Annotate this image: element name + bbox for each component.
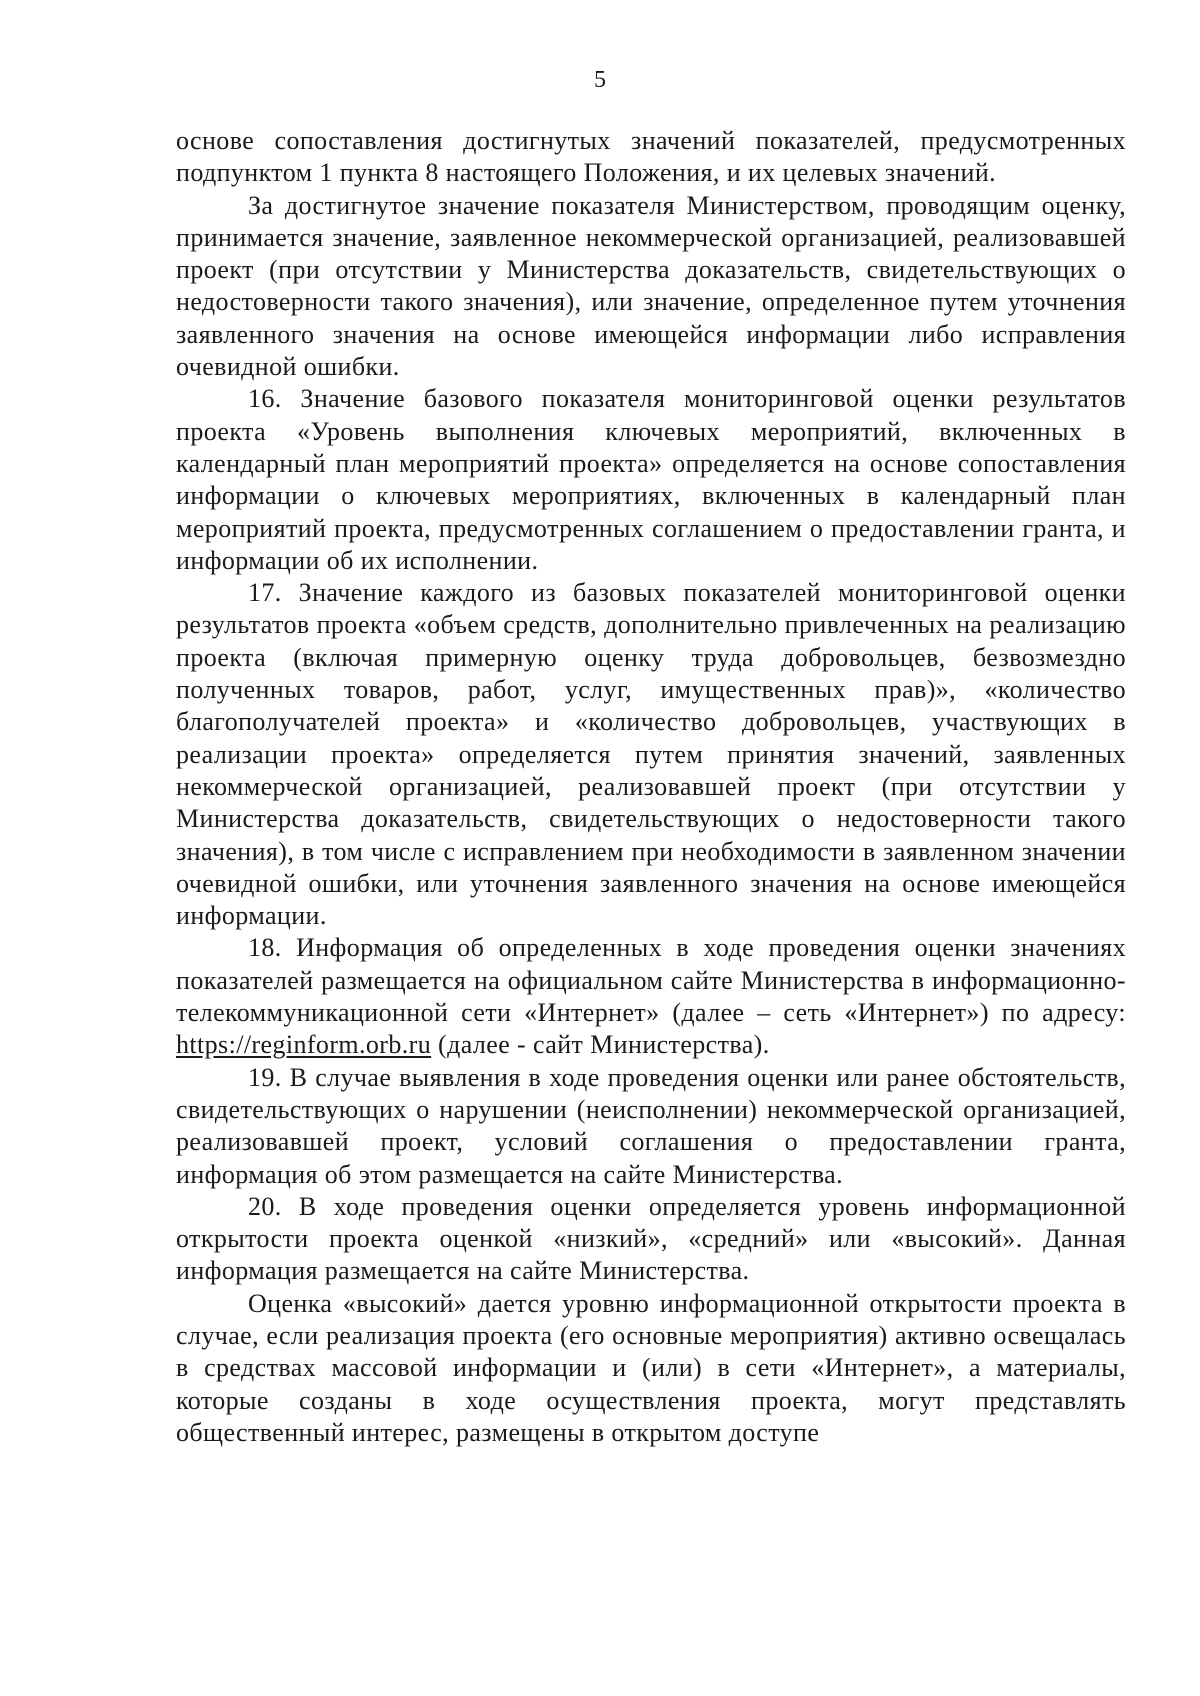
paragraph-achieved-value: За достигнутое значение показателя Министерством, проводящим оценку, принимается значение, заявленное некоммерческой организацией, реализовавшей проект (при отсутствии у Министерства доказательств, свидетельствующих о недостоверности такого значения), или значение, определенное путем уточнения заявленного значения на основе имеющейся информации либо исправления очевидной ошибки. — [176, 190, 1126, 382]
paragraph-19: 19. В случае выявления в ходе проведения оценки или ранее обстоятельств, свидетельствующих о нарушении (неисполнении) некоммерческой организацией, реализовавшей проект, условий соглашения о предоставлении гранта, информация об этом размещается на сайте Министерства. — [176, 1062, 1126, 1189]
paragraph-18 — [176, 932, 1126, 1061]
paragraph-continuation: основе сопоставления достигнутых значений показателей, предусмотренных подпунктом 1 пункта 8 настоящего Положения, и их целевых значений. — [176, 126, 1126, 188]
paragraph-16: 16. Значение базового показателя мониторинговой оценки результатов проекта «Уровень выполнения ключевых мероприятий, включенных в календарный план мероприятий проекта» определяется на основе сопоставления информации о ключевых мероприятиях, включенных в календарный план мероприятий проекта, предусмотренных соглашением о предоставлении гранта, и информации об их исполнении. — [176, 384, 1126, 575]
ministry-site-link[interactable]: https://reginform.orb.ru — [176, 1030, 432, 1060]
paragraph-17: 17. Значение каждого из базовых показателей мониторинговой оценки результатов проекта «объем средств, дополнительно привлеченных на реализацию проекта (включая примерную оценку труда добровольцев, безвозмездно полученных товаров, работ, услуг, имущественных прав)», «количество благополучателей проекта» и «количество добровольцев, участвующих в реализации проекта» определяется путем принятия значений, заявленных некоммерческой организацией, реализовавшей проект (при отсутствии у Министерства доказательств, свидетельствующих о недостоверности такого значения), в том числе с исправлением при необходимости в заявленном значении очевидной ошибки, или уточнения заявленного значения на основе имеющейся информации. — [176, 578, 1126, 931]
document-body — [176, 125, 1126, 1449]
page-number: 5 — [594, 67, 606, 93]
paragraph-high-rating: Оценка «высокий» дается уровню информационной открытости проекта в случае, если реализация проекта (его основные мероприятия) активно освещалась в средствах массовой информации и (или) в сети «Интернет», а материалы, которые созданы в ходе осуществления проекта, могут представлять общественный интерес, размещены в открытом доступе — [176, 1288, 1126, 1447]
paragraph-18-text: 18. Информация об определенных в ходе проведения оценки значениях показателей размещается на официальном сайте Министерства в информационно-телекоммуникационной сети «Интернет» (далее – сеть «Интернет») по адресу: — [176, 933, 1126, 1028]
paragraph-20: 20. В ходе проведения оценки определяется уровень информационной открытости проекта оценкой «низкий», «средний» или «высокий». Данная информация размещается на сайте Министерства. — [176, 1191, 1126, 1286]
paragraph-18-tail: (далее - сайт Министерства). — [431, 1030, 770, 1060]
